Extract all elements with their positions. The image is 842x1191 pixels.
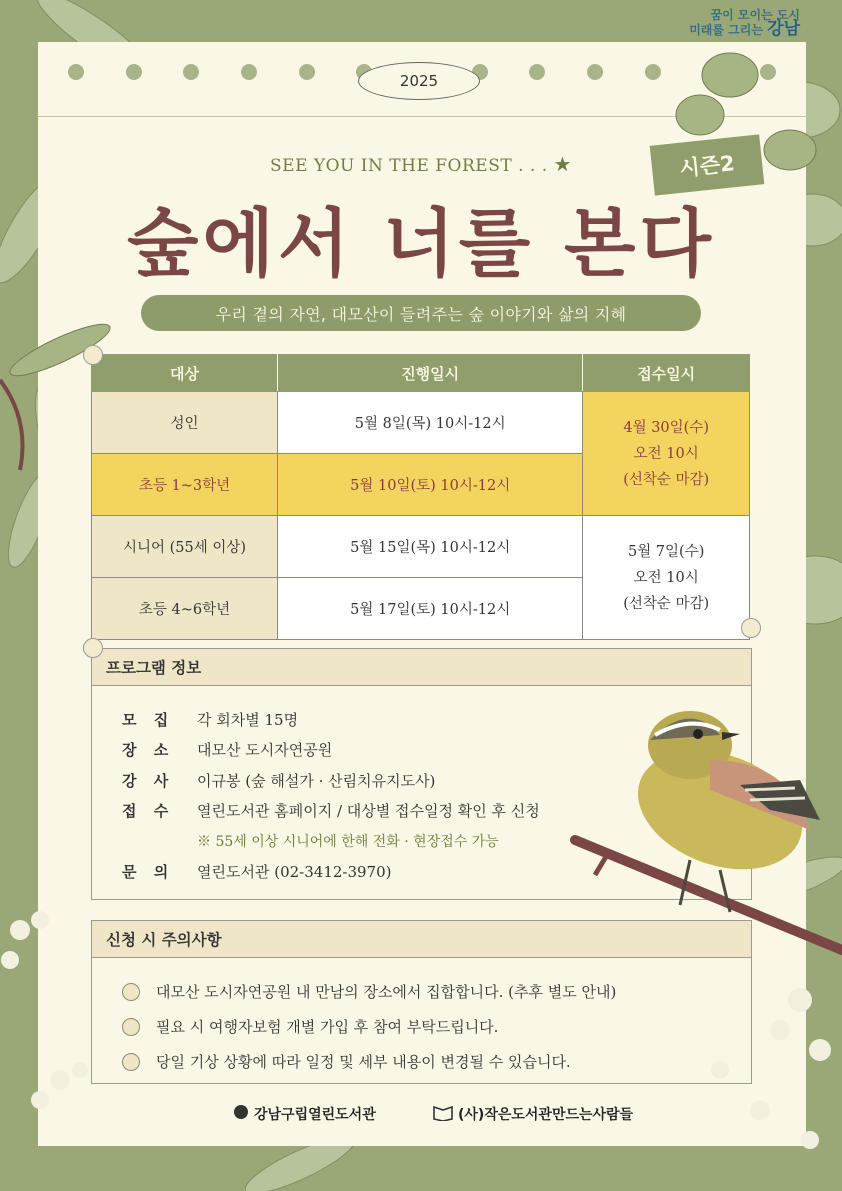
- library-logo-icon: [232, 1103, 250, 1125]
- season-badge: 시즌2: [650, 134, 765, 195]
- logo-city: 강남: [767, 19, 800, 39]
- schedule-table: [91, 354, 750, 640]
- table-corner-dot: [83, 345, 103, 365]
- table-corner-dot: [741, 618, 761, 638]
- cautions-heading: 신청 시 주의사항: [92, 921, 751, 958]
- info-row: 모 집 각 회차별 15명: [122, 710, 299, 729]
- list-item: 필요 시 여행자보험 개별 가입 후 참여 부탁드립니다.: [122, 1009, 751, 1044]
- date-cell: 5월 15일(목) 10시-12시: [278, 516, 583, 578]
- box-corner-dot: [83, 638, 103, 658]
- logo-line1: 꿈이 모이는 도시: [710, 8, 800, 22]
- target-cell: 성인: [92, 392, 278, 454]
- list-item: 대모산 도시자연공원 내 만남의 장소에서 집합합니다. (추후 별도 안내): [122, 974, 751, 1009]
- list-item: 당일 기상 상황에 따라 일정 및 세부 내용이 변경될 수 있습니다.: [122, 1044, 751, 1079]
- target-cell: 초등 4~6학년: [92, 578, 278, 640]
- tagline-pill: 우리 곁의 자연, 대모산이 들려주는 숲 이야기와 삶의 지혜: [141, 295, 701, 331]
- header-target: 대상: [92, 355, 278, 392]
- info-row: 접 수 열린도서관 홈페이지 / 대상별 접수일정 확인 후 신청: [122, 802, 540, 821]
- header-reception: 접수일시: [583, 355, 750, 392]
- date-cell: 5월 17일(토) 10시-12시: [278, 578, 583, 640]
- target-cell: 시니어 (55세 이상): [92, 516, 278, 578]
- info-row: 문 의 열린도서관 (02-3412-3970): [122, 863, 392, 882]
- footer-org2: (사)작은도서관만드는사람들: [432, 1103, 633, 1125]
- reception-cell-1: 4월 30일(수) 오전 10시 (선착순 마감): [583, 392, 750, 516]
- star-icon: ★: [553, 152, 572, 176]
- date-cell: 5월 10일(토) 10시-12시: [278, 454, 583, 516]
- date-cell: 5월 8일(목) 10시-12시: [278, 392, 583, 454]
- flower-decoration: [0, 900, 842, 1191]
- info-note: ※ 55세 이상 시니어에 한해 전화 · 현장접수 가능: [197, 834, 499, 851]
- book-icon: [432, 1103, 454, 1125]
- table-row: [92, 392, 750, 454]
- table-row: [92, 516, 750, 578]
- reception-cell-2: 5월 7일(수) 오전 10시 (선착순 마감): [583, 516, 750, 640]
- main-title: 숲에서 너를 본다: [127, 201, 715, 287]
- table-header-row: [92, 355, 750, 392]
- info-row: 강 사 이규봉 (숲 해설가 · 산림치유지도사): [122, 771, 436, 790]
- subtitle-english: SEE YOU IN THE FOREST . . . ★: [270, 152, 572, 176]
- target-cell: 초등 1~3학년: [92, 454, 278, 516]
- logo-line2: 미래를 그리는: [689, 23, 763, 37]
- info-row: 장 소 대모산 도시자연공원: [122, 741, 333, 760]
- footer-org1: 강남구립열린도서관: [232, 1103, 376, 1125]
- program-info-heading: 프로그램 정보: [92, 649, 751, 686]
- year-badge: 2025: [358, 62, 480, 100]
- header-date: 진행일시: [278, 355, 583, 392]
